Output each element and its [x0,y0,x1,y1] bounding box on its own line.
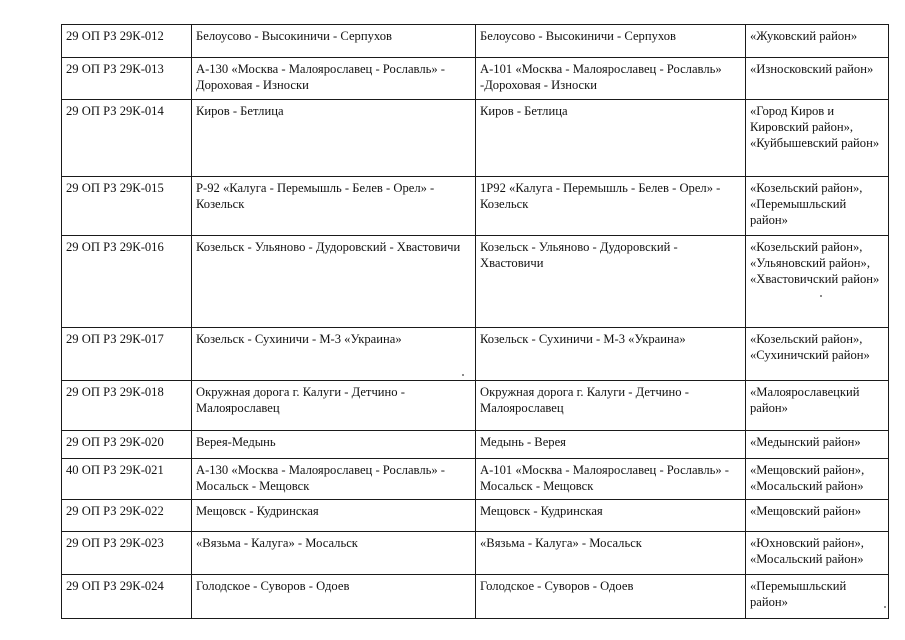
road-id-cell: 29 ОП РЗ 29К-016 [62,236,192,328]
scan-speck [884,606,886,608]
table-row [62,500,889,532]
new-name-cell: Козельск - Ульяново - Дудоровский - Хвастовичи [476,236,746,328]
table-row [62,177,889,236]
new-name-cell: 1Р92 «Калуга - Перемышль - Белев - Орел» - Козельск [476,177,746,236]
old-name-cell: Голодское - Суворов - Одоев [192,575,476,619]
district-cell: «Перемышльский район» [746,575,889,619]
old-name-cell: Окружная дорога г. Калуги - Детчино - Малоярославец [192,381,476,431]
new-name-cell: Медынь - Верея [476,431,746,459]
road-id-cell: 29 ОП РЗ 29К-017 [62,328,192,381]
road-id-cell: 29 ОП РЗ 29К-018 [62,381,192,431]
road-id-cell: 40 ОП РЗ 29К-021 [62,459,192,500]
old-name-cell: Мещовск - Кудринская [192,500,476,532]
new-name-cell: Козельск - Сухиничи - М-3 «Украина» [476,328,746,381]
district-cell: «Мещовский район», «Мосальский район» [746,459,889,500]
new-name-cell: Киров - Бетлица [476,100,746,177]
district-cell: «Малоярославецкий район» [746,381,889,431]
old-name-cell: Белоусово - Высокиничи - Серпухов [192,25,476,58]
old-name-cell: Р-92 «Калуга - Перемышль - Белев - Орел» - Козельск [192,177,476,236]
table-row [62,25,889,58]
old-name-cell: А-130 «Москва - Малоярославец - Рославль» - Мосальск - Мещовск [192,459,476,500]
scan-speck [820,295,822,297]
district-cell: «Город Киров и Кировский район», «Куйбышевский район» [746,100,889,177]
road-id-cell: 29 ОП РЗ 29К-013 [62,58,192,100]
road-id-cell: 29 ОП РЗ 29К-014 [62,100,192,177]
table-row [62,431,889,459]
old-name-cell: Верея-Медынь [192,431,476,459]
new-name-cell: Окружная дорога г. Калуги - Детчино - Малоярославец [476,381,746,431]
road-id-cell: 29 ОП РЗ 29К-012 [62,25,192,58]
new-name-cell: Голодское - Суворов - Одоев [476,575,746,619]
district-cell: «Юхновский район», «Мосальский район» [746,532,889,575]
road-id-cell: 29 ОП РЗ 29К-020 [62,431,192,459]
district-cell: «Козельский район», «Ульяновский район», «Хвастовичский район» [746,236,889,328]
district-cell: «Жуковский район» [746,25,889,58]
district-cell: «Козельский район», «Перемышльский район» [746,177,889,236]
old-name-cell: Киров - Бетлица [192,100,476,177]
road-id-cell: 29 ОП РЗ 29К-023 [62,532,192,575]
table-row [62,236,889,328]
table-row [62,58,889,100]
old-name-cell: Козельск - Ульяново - Дудоровский - Хвастовичи [192,236,476,328]
table-row [62,532,889,575]
table-row [62,100,889,177]
new-name-cell: А-101 «Москва - Малоярославец - Рославль» -Дороховая - Износки [476,58,746,100]
roads-table-body [62,25,889,619]
road-id-cell: 29 ОП РЗ 29К-015 [62,177,192,236]
new-name-cell: Белоусово - Высокиничи - Серпухов [476,25,746,58]
new-name-cell: «Вязьма - Калуга» - Мосальск [476,532,746,575]
new-name-cell: А-101 «Москва - Малоярославец - Рославль» - Мосальск - Мещовск [476,459,746,500]
table-row [62,459,889,500]
new-name-cell: Мещовск - Кудринская [476,500,746,532]
old-name-cell: А-130 «Москва - Малоярославец - Рославль» - Дороховая - Износки [192,58,476,100]
district-cell: «Козельский район», «Сухиничский район» [746,328,889,381]
roads-table [61,24,889,619]
table-row [62,381,889,431]
road-id-cell: 29 ОП РЗ 29К-024 [62,575,192,619]
table-row [62,328,889,381]
district-cell: «Мещовский район» [746,500,889,532]
scan-speck [462,374,464,376]
table-row [62,575,889,619]
road-id-cell: 29 ОП РЗ 29К-022 [62,500,192,532]
old-name-cell: Козельск - Сухиничи - М-3 «Украина» [192,328,476,381]
district-cell: «Медынский район» [746,431,889,459]
old-name-cell: «Вязьма - Калуга» - Мосальск [192,532,476,575]
district-cell: «Износковский район» [746,58,889,100]
